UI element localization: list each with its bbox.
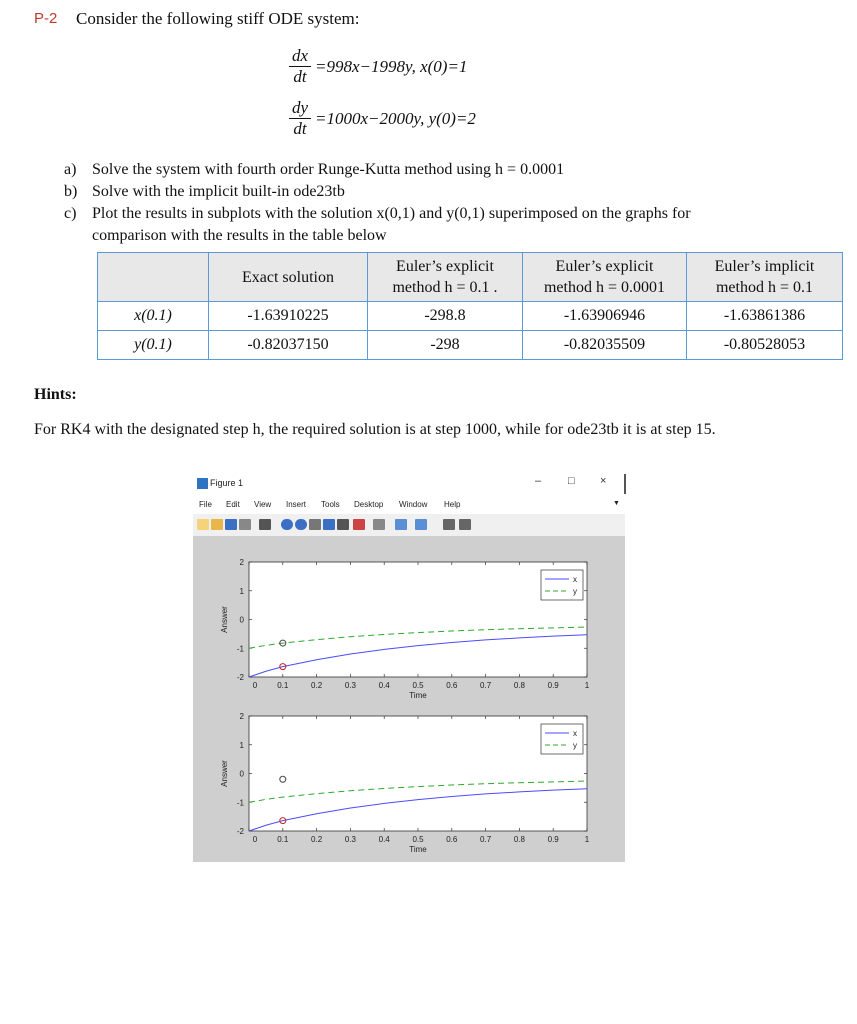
eq2-numerator: dy [291, 98, 309, 117]
menu-file[interactable]: File [199, 500, 212, 509]
x-tick-label: 0 [252, 835, 258, 844]
y-axis-label: Answer [220, 760, 229, 787]
table-header-exact [209, 253, 368, 302]
x-tick-label: 0.6 [446, 835, 458, 844]
menu-tools[interactable]: Tools [321, 500, 340, 509]
y-tick-label: 0 [239, 769, 244, 779]
item-c2-text: comparison with the results in the table below [92, 227, 387, 244]
table-cell: -1.63906946 [523, 302, 687, 331]
x-tick-label: 0.2 [311, 835, 323, 844]
x-tick-label: 0.1 [277, 835, 289, 844]
y-tick-label: -1 [236, 798, 244, 808]
equation-dx [289, 47, 467, 86]
header-ee01-line2: method h = 0.1 . [392, 279, 498, 296]
item-c-continued [64, 227, 387, 245]
y-tick-label: -2 [236, 673, 244, 682]
item-c-text: Plot the results in subplots with the solution x(0,1) and y(0,1) superimposed on the graphs for [92, 205, 691, 222]
open-folder-icon[interactable] [211, 519, 223, 530]
menu-desktop[interactable]: Desktop [354, 500, 384, 509]
x-tick-label: 0.5 [412, 681, 424, 690]
data-cursor-icon[interactable] [337, 519, 349, 530]
x-tick-label: 0.9 [547, 835, 559, 844]
legend-entry-x: x [573, 575, 577, 584]
dock-icon[interactable] [459, 519, 471, 530]
table-cell: -298.8 [368, 302, 523, 331]
figure-titlebar[interactable] [193, 472, 625, 496]
menu-view[interactable]: View [254, 500, 272, 509]
x-tick-label: 0.4 [378, 835, 390, 844]
y-tick-label: 1 [239, 586, 244, 596]
legend-entry-x: x [573, 729, 577, 738]
hints-text: For RK4 with the designated step h, the required solution is at step 1000, while for ode23tb it is at step 15. [34, 421, 716, 438]
x-tick-label: 0.7 [480, 681, 492, 690]
header-ee00001-line2: method h = 0.0001 [543, 279, 665, 296]
legend-icon[interactable] [415, 519, 427, 530]
item-c-label: c) [64, 205, 77, 222]
matlab-figure-window [193, 472, 625, 862]
table-header-blank [98, 253, 209, 302]
x-tick-label: 0.6 [446, 681, 458, 690]
menu-overflow-icon[interactable]: ▼ [613, 500, 620, 507]
save-icon[interactable] [225, 519, 237, 530]
figure-toolbar [193, 514, 625, 537]
y-tick-label: 0 [239, 615, 244, 625]
y-tick-label: 1 [239, 740, 244, 750]
table-header-euler-explicit-00001 [523, 253, 687, 302]
eq1-rhs: =998x−1998y, x(0)=1 [315, 56, 468, 76]
table-header-row [98, 253, 843, 302]
x-tick-label: 0 [252, 681, 258, 690]
figure-title: Figure 1 [210, 478, 244, 488]
figure-menubar [193, 496, 625, 514]
x-tick-label: 0.1 [277, 681, 289, 690]
table-cell: -1.63910225 [209, 302, 368, 331]
table-cell: -0.82035509 [523, 331, 687, 360]
x-tick-label: 1 [584, 681, 590, 690]
table-cell: -298 [368, 331, 523, 360]
table-cell: -1.63861386 [687, 302, 843, 331]
row-label-x: x(0.1) [98, 302, 209, 331]
header-exact-line1: Exact solution [242, 268, 334, 286]
item-b-text: Solve with the implicit built-in ode23tb [92, 183, 345, 200]
legend-entry-y: y [573, 741, 577, 750]
print-icon[interactable] [239, 519, 251, 530]
x-tick-label: 0.3 [344, 835, 356, 844]
problem-label: P-2 [34, 10, 58, 27]
maximize-button[interactable]: □ [568, 475, 575, 487]
minimize-button[interactable]: – [535, 475, 542, 487]
item-a [64, 161, 564, 179]
table-row [98, 331, 843, 360]
rotate-icon[interactable] [323, 519, 335, 530]
y-tick-label: 2 [239, 558, 244, 567]
header-ee01-line1: Euler’s explicit [396, 258, 494, 275]
item-c [64, 205, 691, 223]
x-tick-label: 0.9 [547, 681, 559, 690]
matlab-icon [197, 478, 208, 489]
y-tick-label: -1 [236, 644, 244, 654]
menu-window[interactable]: Window [399, 500, 428, 509]
x-tick-label: 0.8 [513, 835, 525, 844]
table-row [98, 302, 843, 331]
table-header-euler-implicit [687, 253, 843, 302]
x-tick-label: 0.3 [344, 681, 356, 690]
y-axis-label: Answer [220, 606, 229, 633]
table-cell: -0.82037150 [209, 331, 368, 360]
x-tick-label: 0.2 [311, 681, 323, 690]
x-axis-label: Time [409, 691, 427, 700]
close-button[interactable]: × [600, 475, 607, 487]
item-b-label: b) [64, 183, 78, 200]
eq2-denominator: dt [293, 119, 307, 138]
zoom-out-icon[interactable] [295, 519, 307, 530]
axes-box [249, 562, 587, 677]
item-a-label: a) [64, 161, 77, 178]
menu-insert[interactable]: Insert [286, 500, 307, 509]
eq1-numerator: dx [291, 46, 309, 65]
table-header-euler-explicit-01 [368, 253, 523, 302]
x-tick-label: 0.8 [513, 681, 525, 690]
plot-area [193, 536, 625, 862]
brush-icon[interactable] [353, 519, 365, 530]
row-label-y: y(0.1) [98, 331, 209, 360]
hints-heading: Hints: [34, 386, 77, 403]
window-edge-mark [624, 474, 626, 494]
y-tick-label: -2 [236, 827, 244, 836]
table-cell: -0.80528053 [687, 331, 843, 360]
hide-tools-icon[interactable] [443, 519, 455, 530]
x-tick-label: 1 [584, 835, 590, 844]
x-tick-label: 0.4 [378, 681, 390, 690]
menu-edit[interactable]: Edit [226, 500, 240, 509]
zoom-in-icon[interactable] [281, 519, 293, 530]
problem-title: Consider the following stiff ODE system: [76, 9, 360, 28]
subplots-svg [193, 536, 625, 862]
header-ee00001-line1: Euler’s explicit [555, 258, 654, 275]
x-axis-label: Time [409, 845, 427, 854]
comparison-table [97, 252, 843, 360]
eq1-denominator: dt [293, 67, 307, 86]
x-tick-label: 0.5 [412, 835, 424, 844]
link-icon[interactable] [373, 519, 385, 530]
axes-box [249, 716, 587, 831]
equation-dy [289, 99, 476, 138]
pan-icon[interactable] [309, 519, 321, 530]
legend-entry-y: y [573, 587, 577, 596]
x-tick-label: 0.7 [480, 835, 492, 844]
header-ei-line2: method h = 0.1 [715, 279, 813, 296]
header-ei-line1: Euler’s implicit [714, 258, 815, 275]
item-a-text: Solve the system with fourth order Runge-Kutta method using h = 0.0001 [92, 161, 565, 178]
eq2-rhs: =1000x−2000y, y(0)=2 [315, 108, 476, 128]
menu-help[interactable]: Help [444, 500, 461, 509]
y-tick-label: 2 [239, 712, 244, 721]
colorbar-icon[interactable] [395, 519, 407, 530]
new-file-icon[interactable] [197, 519, 209, 530]
pointer-icon[interactable] [259, 519, 271, 530]
item-b [64, 183, 345, 201]
